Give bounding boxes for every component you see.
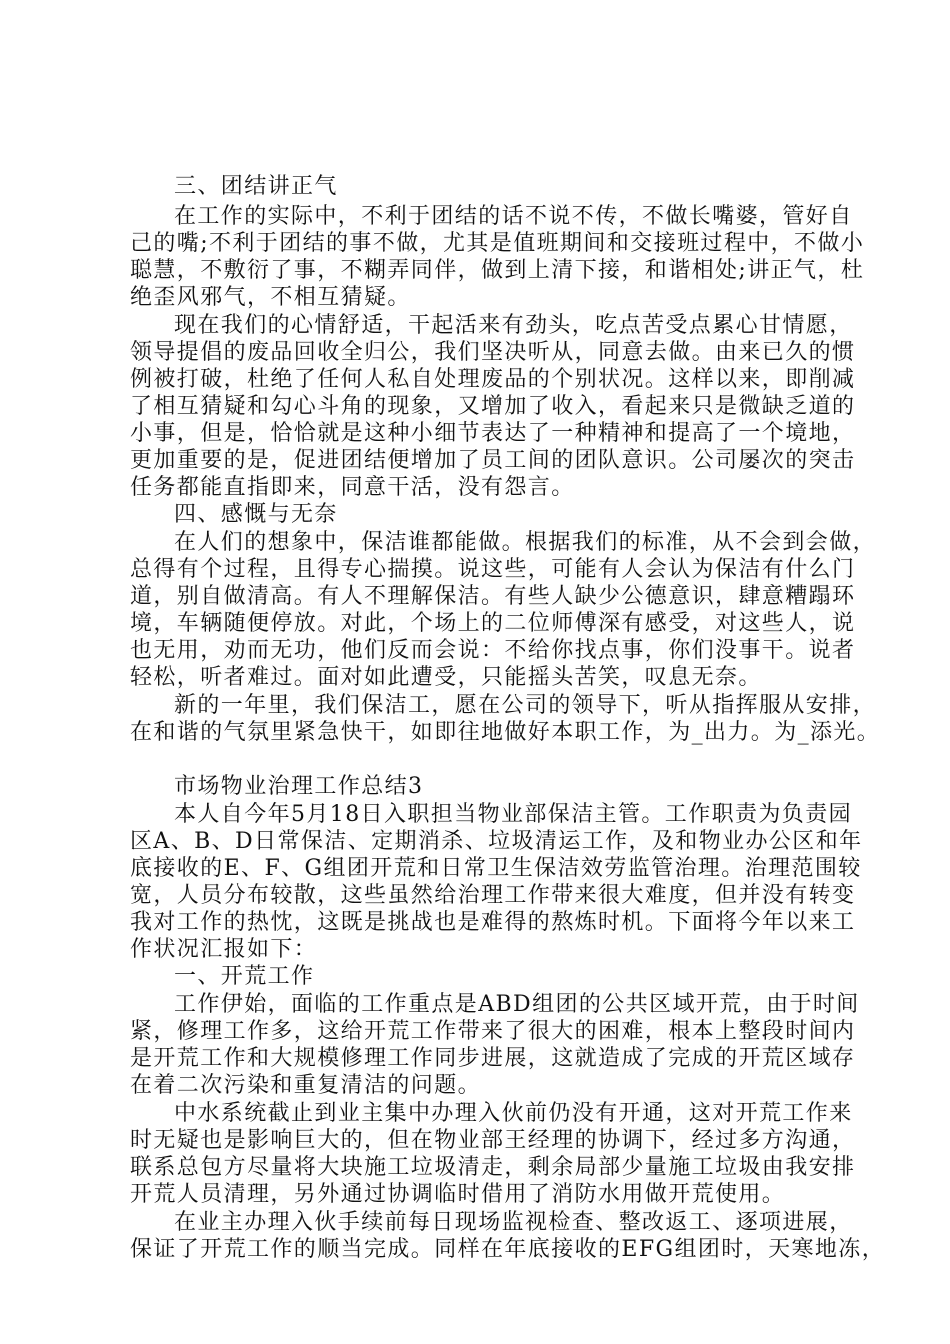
paragraph-line: 己的嘴;不利于团结的事不做，尤其是值班期间和交接班过程中，不做小	[130, 231, 865, 256]
paragraph-line: 新的一年里，我们保洁工，愿在公司的领导下，听从指挥服从安排，	[174, 693, 877, 718]
paragraph-line: 中水系统截止到业主集中办理入伙前仍没有开通，这对开荒工作来	[174, 1101, 853, 1126]
paragraph-line: 小事，但是，恰恰就是这种小细节表达了一种精神和提高了一个境地，	[130, 421, 856, 446]
paragraph-line: 总得有个过程，且得专心揣摸。说这些，可能有人会认为保洁有什么门	[130, 557, 856, 582]
paragraph-line: 保证了开荒工作的顺当完成。同样在年底接收的EFG组团时，天寒地冻，	[130, 1237, 886, 1262]
paragraph-line: 道，别自做清高。有人不理解保洁。有些人缺少公德意识，肆意糟蹋环	[130, 584, 856, 609]
paragraph-line: 是开荒工作和大规模修理工作同步进展，这就造成了完成的开荒区域存	[130, 1046, 856, 1071]
paragraph-line: 境，车辆随便停放。对此，个场上的二位师傅深有感受，对这些人，说	[130, 611, 856, 636]
paragraph-line: 更加重要的是，促进团结便增加了员工间的团队意识。公司屡次的突击	[130, 448, 856, 473]
paragraph-line: 作状况汇报如下：	[130, 937, 318, 962]
section-heading-one: 一、开荒工作	[174, 964, 315, 989]
paragraph-line: 工作伊始，面临的工作重点是ABD组团的公共区域开荒，由于时间	[174, 992, 860, 1017]
paragraph-line: 绝歪风邪气，不相互猜疑。	[130, 285, 411, 310]
paragraph-line: 在人们的想象中，保洁谁都能做。根据我们的标准，从不会到会做，	[174, 530, 877, 555]
paragraph-line: 在着二次污染和重复清洁的问题。	[130, 1073, 482, 1098]
section-heading-four: 四、感慨与无奈	[174, 502, 338, 527]
paragraph-line: 底接收的E、F、G组团开荒和日常卫生保洁效劳监管治理。治理范围较	[130, 856, 862, 881]
section-heading-three: 三、团结讲正气	[174, 174, 338, 199]
paragraph-line: 本人自今年5月18日入职担当物业部保洁主管。工作职责为负责园	[174, 802, 852, 827]
paragraph-line: 区A、B、D日常保洁、定期消杀、垃圾清运工作，及和物业办公区和年	[130, 829, 863, 854]
paragraph-line: 也无用，劝而无功，他们反而会说：不给你找点事，你们没事干。说者	[130, 638, 856, 663]
paragraph-line: 了相互猜疑和勾心斗角的现象，又增加了收入，看起来只是微缺乏道的	[130, 394, 856, 419]
paragraph-line: 联系总包方尽量将大块施工垃圾清走，剩余局部少量施工垃圾由我安排	[130, 1155, 856, 1180]
article-title: 市场物业治理工作总结3	[174, 774, 424, 799]
paragraph-line: 现在我们的心情舒适，干起活来有劲头，吃点苦受点累心甘情愿，	[174, 313, 853, 338]
paragraph-line: 在业主办理入伙手续前每日现场监视检查、整改返工、逐项进展，	[174, 1210, 853, 1235]
paragraph-line: 我对工作的热忱，这既是挑战也是难得的熬炼时机。下面将今年以来工	[130, 910, 856, 935]
paragraph-line: 在工作的实际中，不利于团结的话不说不传，不做长嘴婆，管好自	[174, 204, 853, 229]
paragraph-line: 例被打破，杜绝了任何人私自处理废品的个别状况。这样以来，即削减	[130, 367, 856, 392]
paragraph-line: 开荒人员清理，另外通过协调临时借用了消防水用做开荒使用。	[130, 1182, 786, 1207]
paragraph-line: 时无疑也是影响巨大的，但在物业部王经理的协调下，经过多方沟通，	[130, 1128, 856, 1153]
paragraph-line: 聪慧，不敷衍了事，不糊弄同伴，做到上清下接，和谐相处;讲正气，杜	[130, 258, 865, 283]
paragraph-line: 轻松，听者难过。面对如此遭受，只能摇头苦笑，叹息无奈。	[130, 665, 762, 690]
paragraph-line: 宽，人员分布较散，这些虽然给治理工作带来很大难度，但并没有转变	[130, 883, 856, 908]
paragraph-line: 任务都能直指即来，同意干活，没有怨言。	[130, 475, 575, 500]
paragraph-line: 紧，修理工作多，这给开荒工作带来了很大的困难，根本上整段时间内	[130, 1019, 856, 1044]
paragraph-line: 领导提倡的废品回收全归公，我们坚决听从，同意去做。由来已久的惯	[130, 340, 856, 365]
paragraph-line: 在和谐的气氛里紧急快干，如即往地做好本职工作，为_出力。为_添光。	[130, 720, 881, 745]
